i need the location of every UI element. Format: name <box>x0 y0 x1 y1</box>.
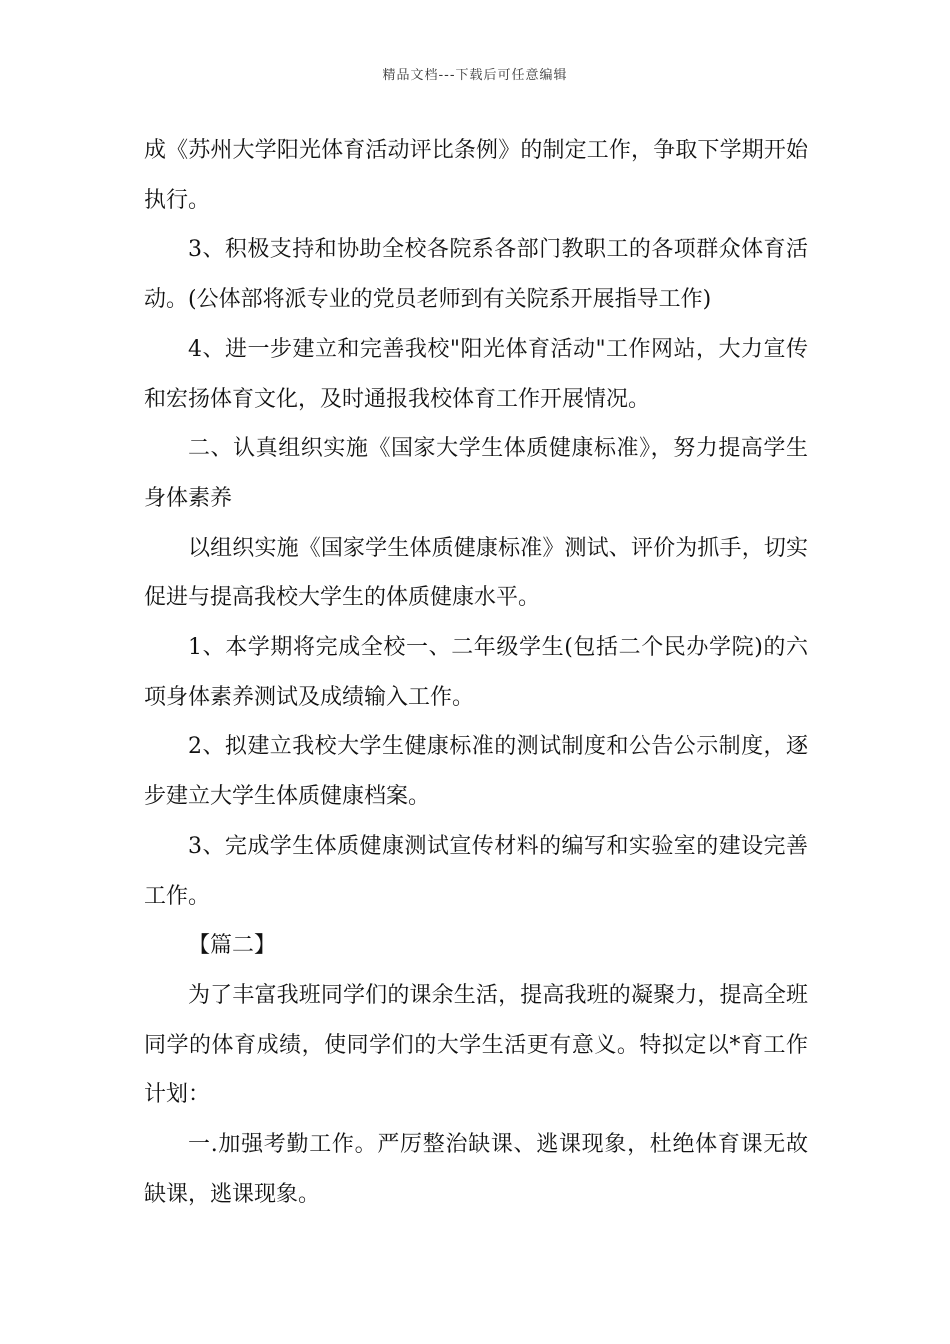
paragraph: 2、拟建立我校大学生健康标准的测试制度和公告公示制度，逐步建立大学生体质健康档案。 <box>144 734 808 810</box>
section-heading: 二、认真组织实施《国家大学生体质健康标准》，努力提高学生身体素养 <box>144 436 808 511</box>
section-marker: 【篇二】 <box>188 933 277 959</box>
paragraph: 3、完成学生体质健康测试宣传材料的编写和实验室的建设完善工作。 <box>144 833 808 909</box>
paragraph: 成《苏州大学阳光体育活动评比条例》的制定工作，争取下学期开始执行。 <box>144 138 808 213</box>
paragraph: 为了丰富我班同学们的课余生活，提高我班的凝聚力，提高全班同学的体育成绩，使同学们的大学生活更有意义。特拟定以*育工作计划： <box>144 982 808 1108</box>
document-body <box>144 126 808 1219</box>
paragraph: 以组织实施《国家学生体质健康标准》测试、评价为抓手，切实促进与提高我校大学生的体质健康水平。 <box>144 535 808 611</box>
paragraph: 一.加强考勤工作。严厉整治缺课、逃课现象，杜绝体育课无故缺课，逃课现象。 <box>144 1132 808 1207</box>
page-header: 精品文档---下载后可任意编辑 <box>382 68 568 83</box>
paragraph: 3、积极支持和协助全校各院系各部门教职工的各项群众体育活动。(公体部将派专业的党员老师到有关院系开展指导工作) <box>144 237 808 313</box>
paragraph: 4、进一步建立和完善我校"阳光体育活动"工作网站，大力宣传和宏扬体育文化，及时通报我校体育工作开展情况。 <box>144 336 808 412</box>
paragraph: 1、本学期将完成全校一、二年级学生(包括二个民办学院)的六项身体素养测试及成绩输入工作。 <box>144 635 808 710</box>
